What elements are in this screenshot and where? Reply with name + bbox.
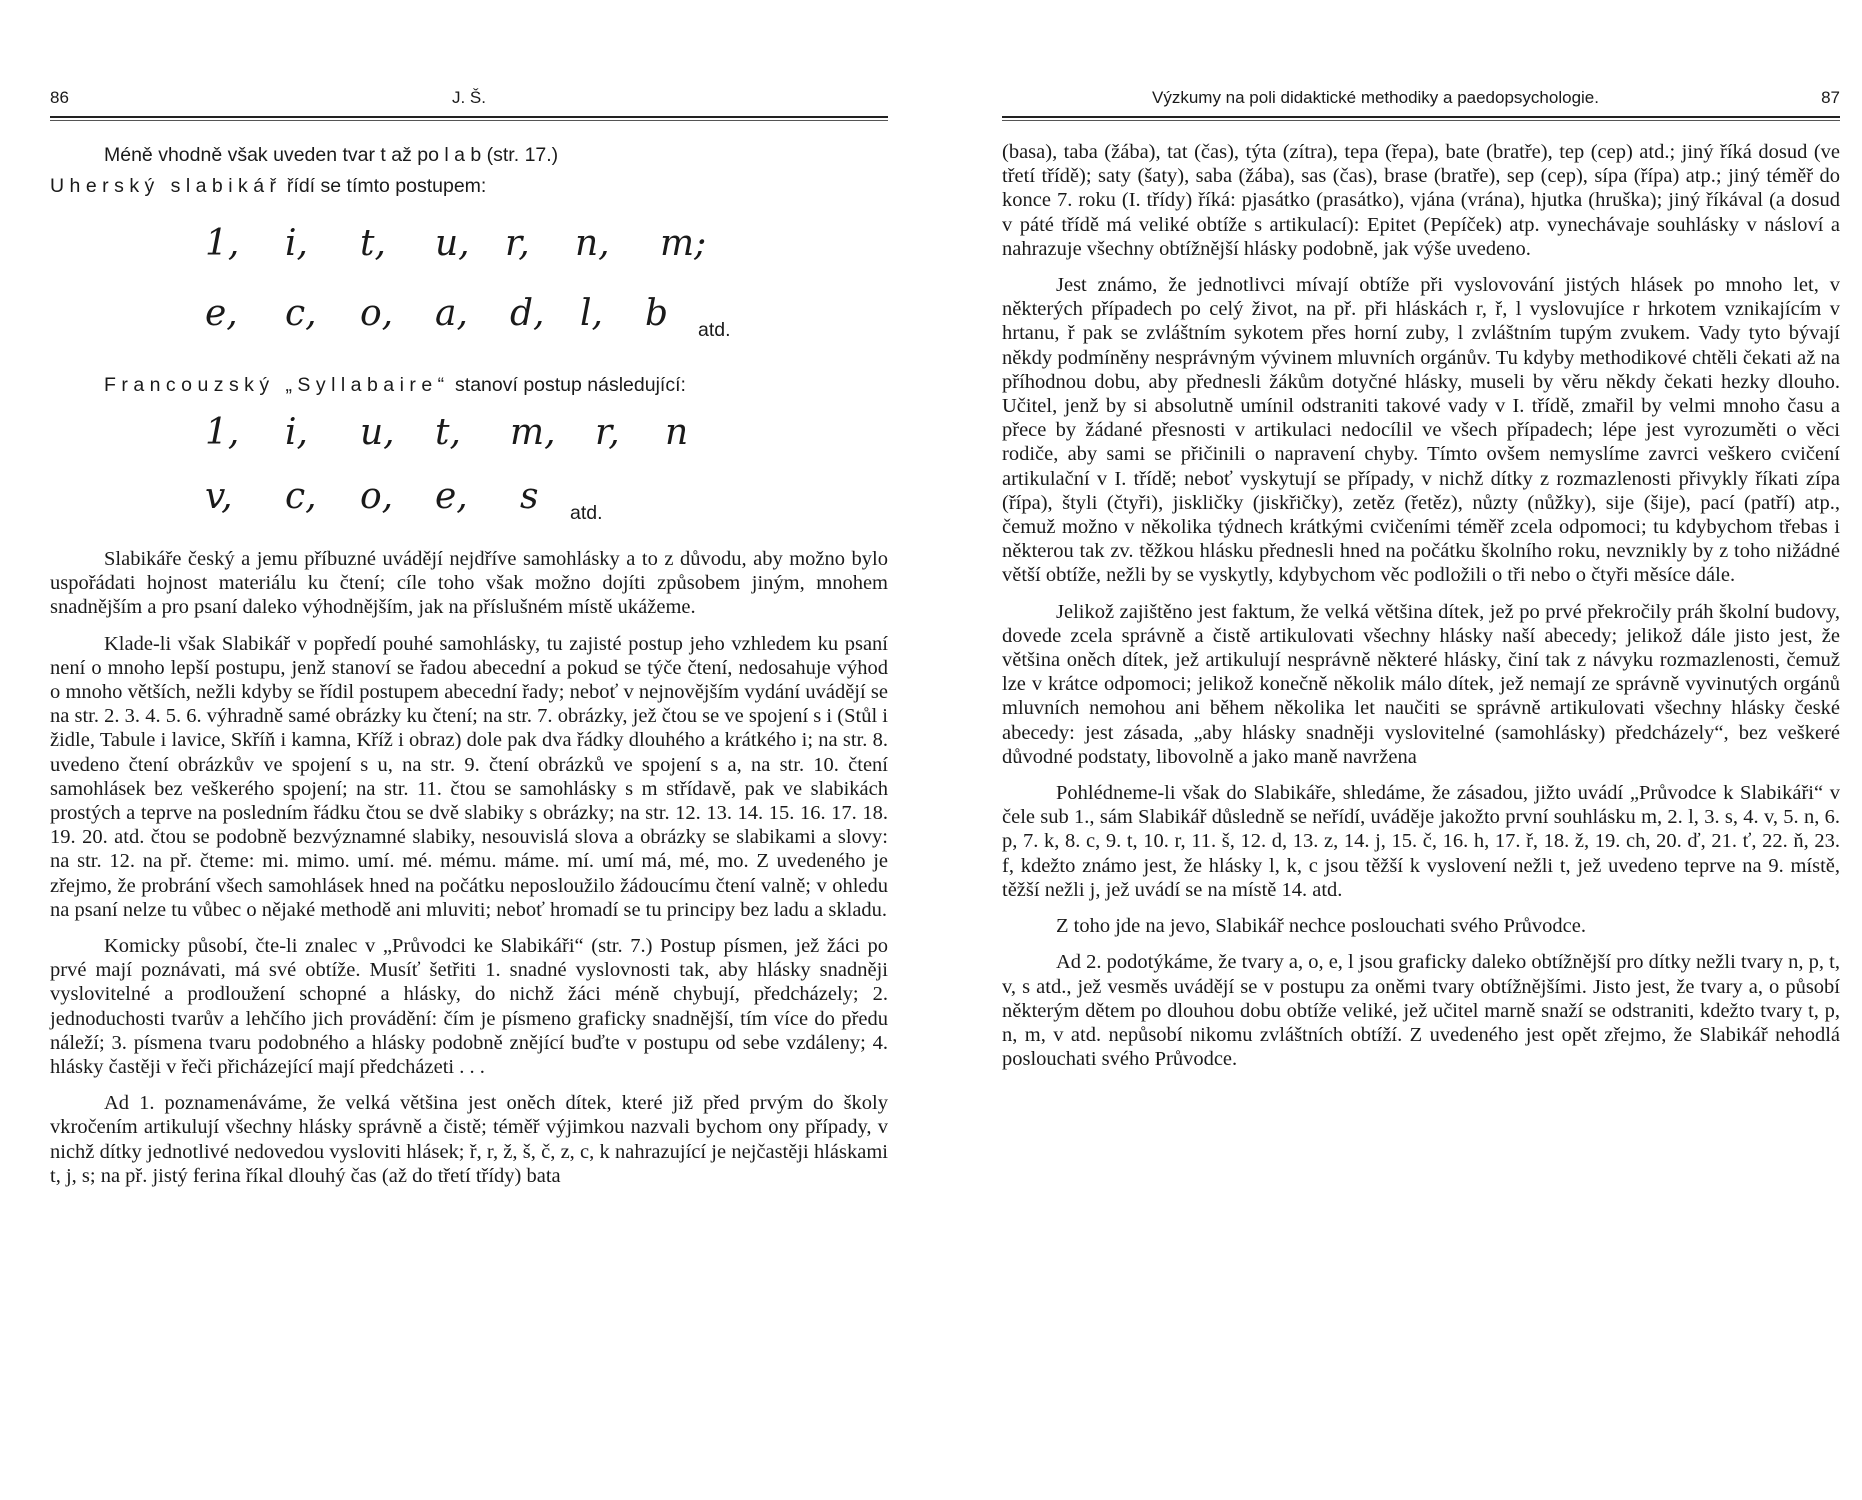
running-head-right bbox=[1002, 88, 1840, 110]
script-row-4 bbox=[50, 476, 888, 547]
script-letter: e, bbox=[435, 476, 468, 517]
left-page bbox=[28, 0, 888, 1500]
script-letter: t, bbox=[435, 412, 461, 453]
left-page-body bbox=[50, 140, 888, 1200]
paragraph: Klade-li však Slabikář v popředí pouhé samohlásky, tu zajisté postup jeho vzhledem ku psaní není o mnoho lepší postupu, jenž stanoví se řadou abecední a pokud se týče čtení, nedosahuje výhod o mnoho větších, nežli kdyby se řídil postupem abecední řady; neboť v nejnovějším vydání uvádějí se na str. 2. 3. 4. 5. 6. výhradně samé obrázky ku čtení; na str. 7. obrázky, jež čtou se ve spojení s i (Stůl i židle, Tabule i lavice, Skříň i kamna, Kříž i obraz) dole pak dva řádky dlouhého a krátkého i; na str. 8. uvedeno čtení obrázkův ve spojení s u, na str. 9. čtení obrázků ve spojení s a, na str. 10. čtení samohlásek bez veškerého spojení; na str. 11. čtou se samohlásky s m střídavě, pak ve slabikách prostých a teprve na posledním řádku čtou se dvě slabiky s obrázky; na str. 12. 13. 14. 15. 16. 17. 18. 19. 20. atd. čtou se podobně bezvýznamné slabiky, nesouvislá slova a obrázky se slabikami a slovy: na str. 12. na př. čteme: mi. mimo. umí. mé. mému. máme. mí. umí má, mé, mo. Z uvedeného je zřejmo, že probrání všech samohlásek hned na počátku neposloužilo žádoucímu čtení valně; v ohledu na psaní nelze tu vůbec o nějaké methodě ani mluviti; neboť hromadí se tu principy bez ladu a skladu. bbox=[50, 632, 888, 921]
running-head-left bbox=[50, 88, 888, 110]
script-letter: s bbox=[520, 476, 539, 517]
script-letter: e, bbox=[205, 293, 238, 334]
script-letter: t, bbox=[360, 223, 386, 264]
script-letter: a, bbox=[435, 293, 468, 334]
paragraph: Slabikáře český a jemu příbuzné uvádějí nejdříve samohlásky a to z důvodu, aby možno bylo uspořádati hojnost materiálu ku čtení; cíle toho však možno dojíti způsobem jiným, mnohem snadnějším a pro psaní daleko výhodnějším, jak na příslušném místě ukážeme. bbox=[50, 548, 888, 619]
script-letter: n bbox=[665, 412, 689, 453]
script-letter: d, bbox=[510, 293, 545, 334]
script-letter: u, bbox=[360, 412, 395, 453]
paragraph: Z toho jde na jevo, Slabikář nechce poslouchati svého Průvodce. bbox=[1056, 915, 1587, 938]
running-title-right: Výzkumy na poli didaktické methodiky a paedopsychologie. bbox=[1152, 88, 1599, 107]
script-letter: m; bbox=[660, 223, 707, 264]
right-page bbox=[980, 0, 1840, 1500]
page-number-right: 87 bbox=[1821, 88, 1840, 107]
script-letter: 1, bbox=[205, 223, 240, 264]
paragraph: Ad 2. podotýkáme, že tvary a, o, e, l jsou graficky daleko obtížnější pro dítky nežli tvary n, p, t, v, s atd., jež vesměs uvádějí se v postupu za oněmi tvary obtížnějšími. Jisto jest, že tvary a, o působí některým dětem po dlouhou dobu obtíže veliké, jež učitel marně snaží se odstraniti, kdežto tvary t, p, n, m, v atd. nepůsobí nikomu zvláštních obtíží. Z uvedeného jest opět zřejmo, že Slabikář nehodlá poslouchati svého Průvodce. bbox=[1002, 951, 1840, 1071]
french-primer-title: Francouzský „Syllabaire“ bbox=[104, 374, 450, 396]
script-letter: b bbox=[645, 293, 669, 334]
right-page-body bbox=[1002, 140, 1840, 1083]
page-number-left: 86 bbox=[50, 88, 69, 107]
script-letter: 1, bbox=[205, 412, 240, 453]
script-letter: o, bbox=[360, 476, 394, 517]
script-letter: o, bbox=[360, 293, 394, 334]
paragraph: Komicky působí, čte-li znalec v „Průvodci ke Slabikáři“ (str. 7.) Postup písmen, jež žáci po prvé mají poznávati, má své obtíže. Musíť šetřiti 1. snadné vyslovnosti tak, aby hlásky snadněji vyslovitelné a prodloužení schopné a hlásky, do nichž žáci méně chybují, předcházely; 2. jednoduchosti tvarův a lehčího jich provádění: čím je písmeno graficky snadnější, tím více do předu náleží; 3. písmena tvaru podobného a hlásky podobně znějící buďte v postupu od sebe vzdáleny; 4. hlásky častěji v řeči přicházející mají předcházeti . . . bbox=[50, 935, 888, 1079]
script-letter: n, bbox=[575, 223, 610, 264]
paragraph: Pohlédneme-li však do Slabikáře, shledáme, že zásadou, jižto uvádí „Průvodce k Slabikáři“ v čele sub 1., sám Slabikář důsledně se neřídí, uváděje jakožto první souhlásku m, 2. l, 3. s, 4. v, 5. n, 6. p, 7. k, 8. c, 9. t, 10. r, 11. š, 12. d, 13. z, 14. j, 15. č, 16. h, 17. ř, 18. ž, 19. ch, 20. ď, 21. ť, 22. ň, 23. f, kdežto známo jest, že hlásky l, k, c jsou těžší k vyslovení nežli t, jež uvedeno teprve na 9. místě, těžší nežli j, jež uvádí se na místě 14. atd. bbox=[1002, 782, 1840, 901]
paragraph: (basa), taba (žába), tat (čas), týta (zítra), tepa (řepa), bate (bratře), tep (cep) atd.; jiný říká dosud (ve třetí třídě); saty (šaty), saba (žába), sas (čas), brase (bratře), sep (cep), sípa (řípa) atp.; jiný téměř do konce 7. roku (I. třídy) říká: pjasátko (prasátko), vjána (vrána), hjutka (hruška); jiný říkával (a dosud v páté třídě má veliké obtíže s artikulací): Epitet (Pepíček) atp. vynechávaje souhlásky v násloví a nahrazuje všechny obtížnější hlásky podobně, jak výše uvedeno. bbox=[1002, 141, 1840, 260]
script-letter: u, bbox=[435, 223, 470, 264]
paragraph: Jest známo, že jednotlivci mívají obtíže při vyslovování jistých hlásek po mnoho let, v některých případech po celý život, na př. při hláskách r, ř, l vyslovujíce r hrkotem vznikajícím v hrtanu, ř pak se zvláštním sykotem přes horní zuby, l zvláštním tupým zvukem. Vady tyto bývají někdy podmíněny nesprávným vývinem mluvních orgánův. Tu kdyby methodikové chtěli čekati až na příhodnou dobu, aby přednesli žákům dotyčné hlásky, museli by věru někdy čekati hezky dlouho. Učitel, jenž by si absolutně umínil odstraniti takové vady v I. třídě, zmařil by velmi mnoho času a přece by žádané přesnosti v artikulaci nedocílil ve všech případech; lépe jest vyrozuměti o věci rodiče, aby sami se přičinili o napravení chyby. Tímto ovšem nemyslíme zavrci veškero cvičení artikulační v I. třídě; neboť vyskytují se případy, v nichž dítky z rozmazlenosti přivykly říkati zípa (řípa), štyli (čtyři), jiskličky (jiskřičky), zetěz (řetěz), nůzty (nůžky), sije (šije), pací (patří) atp., čemuž možno v několika týdnech krátkými cvičeními téměř zcela odpomoci; tu kdybychom třebas i některou tak zv. těžkou hlásku přednesli hned na počátku školního roku, nevznikly by z toho nižádné větší obtíže, nežli by se vyskytly, kdybychom věc podložili o tři nebo o čtyři měsíce dále. bbox=[1002, 274, 1840, 587]
french-primer-line: Francouzský „Syllabaire“ stanoví postup následující: bbox=[104, 374, 686, 396]
script-letter: m, bbox=[510, 412, 556, 453]
script-letter: r, bbox=[505, 223, 530, 264]
script-letter: i, bbox=[285, 223, 308, 264]
script-letter: l, bbox=[580, 293, 603, 334]
header-rule-left bbox=[50, 116, 888, 121]
header-rule-right bbox=[1002, 116, 1840, 121]
script-letter: c, bbox=[285, 293, 317, 334]
script-row-suffix: atd. bbox=[570, 502, 603, 524]
script-letter: i, bbox=[285, 412, 308, 453]
paragraph: Ad 1. poznamenáváme, že velká většina jest oněch dítek, které již před prvým do školy vkročením artikulují všechny hlásky správně a čistě; téměř výjimkou nazvali bychom ony případy, v nichž dítky jednotlivé nedovedou vysloviti hlásek; ř, r, ž, š, č, z, c, k nahrazující je nejčastěji hláskami t, j, s; na př. jistý ferina říkal dlouhý čas (až do třetí třídy) bata bbox=[50, 1092, 888, 1187]
script-row-3 bbox=[50, 412, 888, 483]
script-letter: r, bbox=[595, 412, 620, 453]
script-letter: v, bbox=[205, 476, 233, 517]
script-row-suffix: atd. bbox=[698, 319, 731, 341]
running-title-left: J. Š. bbox=[451, 88, 486, 107]
hungarian-primer-title: Uherský slabikář bbox=[50, 175, 282, 197]
intro-line-1: Méně vhodně však uveden tvar t až po l a b (str. 17.) Uherský slabikář řídí se tímto postupem: bbox=[50, 144, 559, 197]
script-letter: c, bbox=[285, 476, 317, 517]
paragraph: Jelikož zajištěno jest faktum, že velká většina dítek, jež po prvé překročily práh školní budovy, dovede zcela správně a čistě artikulovati všechny hlásky naší abecedy; jelikož dále jisto jest, že většina oněch dítek, jež artikulují nesprávně některé hlásky, činí tak z návyku rozmazlenosti, čemuž lze v krátce odpomoci; jelikož konečně několik málo dítek, jež nemají ze správně vyvinutých orgánů mluvních nemohou ani během několika let naučiti se správně artikulovati všechny hlásky české abecedy: jest zásada, „aby hlásky snadněji vyslovitelné (samohlásky) předcházely“, bez veškeré důvodné podstaty, libovolně a jako maně navržena bbox=[1002, 600, 1840, 768]
script-row-2 bbox=[50, 293, 888, 364]
script-row-1 bbox=[50, 223, 888, 294]
